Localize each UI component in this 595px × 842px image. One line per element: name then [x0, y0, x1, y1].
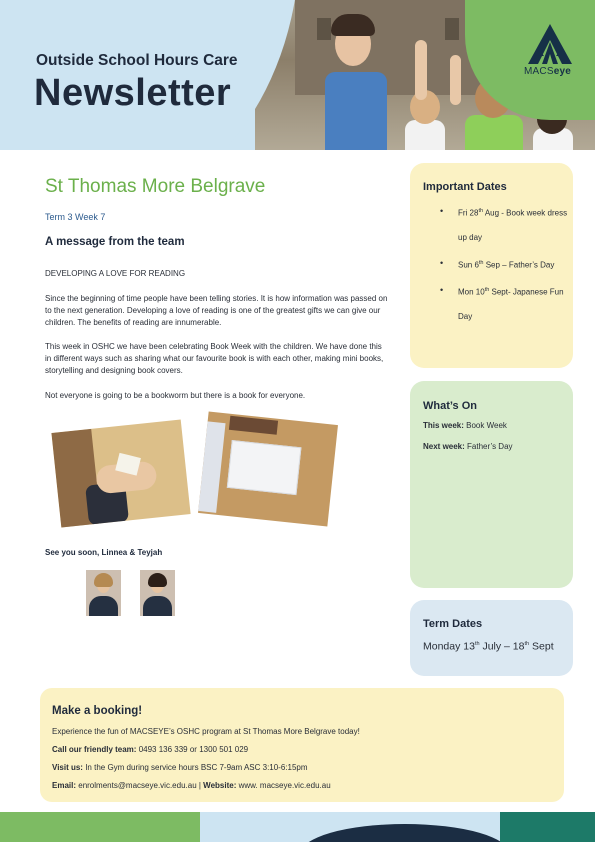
staff-body: [143, 596, 172, 616]
important-dates-list: [438, 199, 568, 329]
bullet-icon: •: [440, 257, 444, 268]
photo-box: [229, 416, 278, 435]
website-link[interactable]: www. macseye.vic.edu.au: [236, 781, 331, 790]
window-shape: [317, 18, 331, 40]
child-shirt: [465, 115, 523, 150]
school-name: St Thomas More Belgrave: [45, 176, 266, 197]
header-title: Newsletter: [34, 72, 232, 114]
photo-side-object: [198, 421, 226, 513]
footer-band: [0, 812, 595, 842]
booking-visit: Visit us: In the Gym during service hours BSC 7-9am ASC 3:10-6:15pm: [52, 763, 308, 772]
booking-intro: Experience the fun of MACSEYE’s OSHC program at St Thomas More Belgrave today!: [52, 727, 360, 736]
term-dates-heading: Term Dates: [423, 618, 483, 630]
child-shirt: [405, 120, 445, 150]
booking-contact: Email: enrolments@macseye.vic.edu.au | Website: www. macseye.vic.edu.au: [52, 781, 331, 790]
paragraph: DEVELOPING A LOVE FOR READING: [45, 269, 186, 278]
term-dates-card: [410, 600, 573, 676]
booking-phone: Call our friendly team: 0493 136 339 or 1300 501 029: [52, 745, 249, 754]
teacher-shirt: [325, 72, 387, 150]
staff-hair: [94, 573, 113, 587]
book-making-photo: [51, 419, 190, 527]
photo-sheet: [227, 440, 302, 495]
term-week: Term 3 Week 7: [45, 212, 106, 222]
list-item: • Fri 28th Aug - Book week dress up day: [438, 199, 568, 251]
paragraph: This week in OSHC we have been celebrating Book Week with the children. We have done this in different ways such as sharing what our favourite book is with each other, making mini books, storytelling and designing book covers.: [45, 342, 384, 375]
this-week-line: This week: Book Week: [423, 421, 507, 430]
raised-arm: [415, 40, 427, 100]
staff-body: [89, 596, 118, 616]
whats-on-card: [410, 381, 573, 588]
book-cover-photo: [198, 411, 338, 526]
signoff: See you soon, Linnea & Teyjah: [45, 548, 163, 557]
window-shape: [445, 18, 459, 40]
footer-green-shape: [0, 812, 215, 842]
header-banner: [0, 0, 595, 150]
staff-hair: [148, 573, 167, 587]
staff-photo-teyjah: [140, 570, 175, 616]
macseye-logo-text: MACSeye: [524, 66, 571, 77]
header-subtitle: Outside School Hours Care: [36, 52, 238, 69]
email-link[interactable]: enrolments@macseye.vic.edu.au |: [76, 781, 204, 790]
next-week-line: Next week: Father’s Day: [423, 442, 513, 451]
important-dates-heading: Important Dates: [423, 181, 507, 193]
list-item: • Sun 6th Sep – Father’s Day: [438, 251, 568, 278]
booking-heading: Make a booking!: [52, 705, 143, 717]
term-dates-text: Monday 13th July – 18th Sept: [423, 640, 554, 653]
bullet-icon: •: [440, 284, 444, 295]
footer-teal-shape: [500, 812, 595, 842]
whats-on-heading: What’s On: [423, 400, 477, 412]
staff-photo-linnea: [86, 570, 121, 616]
booking-panel: [40, 688, 564, 802]
important-dates-card: [410, 163, 573, 368]
paragraph: Since the beginning of time people have been telling stories. It is how information was passed on to the next generation. Developing a love of reading is one of the greatest gifts we can give our children. The benefits of reading are innumerable.: [45, 294, 388, 327]
macseye-logo-icon: [524, 22, 576, 66]
message-heading: A message from the team: [45, 236, 185, 248]
list-item: • Mon 10th Sept- Japanese Fun Day: [438, 278, 568, 330]
paragraph: Not everyone is going to be a bookworm but there is a book for everyone.: [45, 391, 306, 400]
raised-arm: [450, 55, 461, 105]
bullet-icon: •: [440, 206, 444, 216]
teacher-hair: [331, 14, 375, 36]
